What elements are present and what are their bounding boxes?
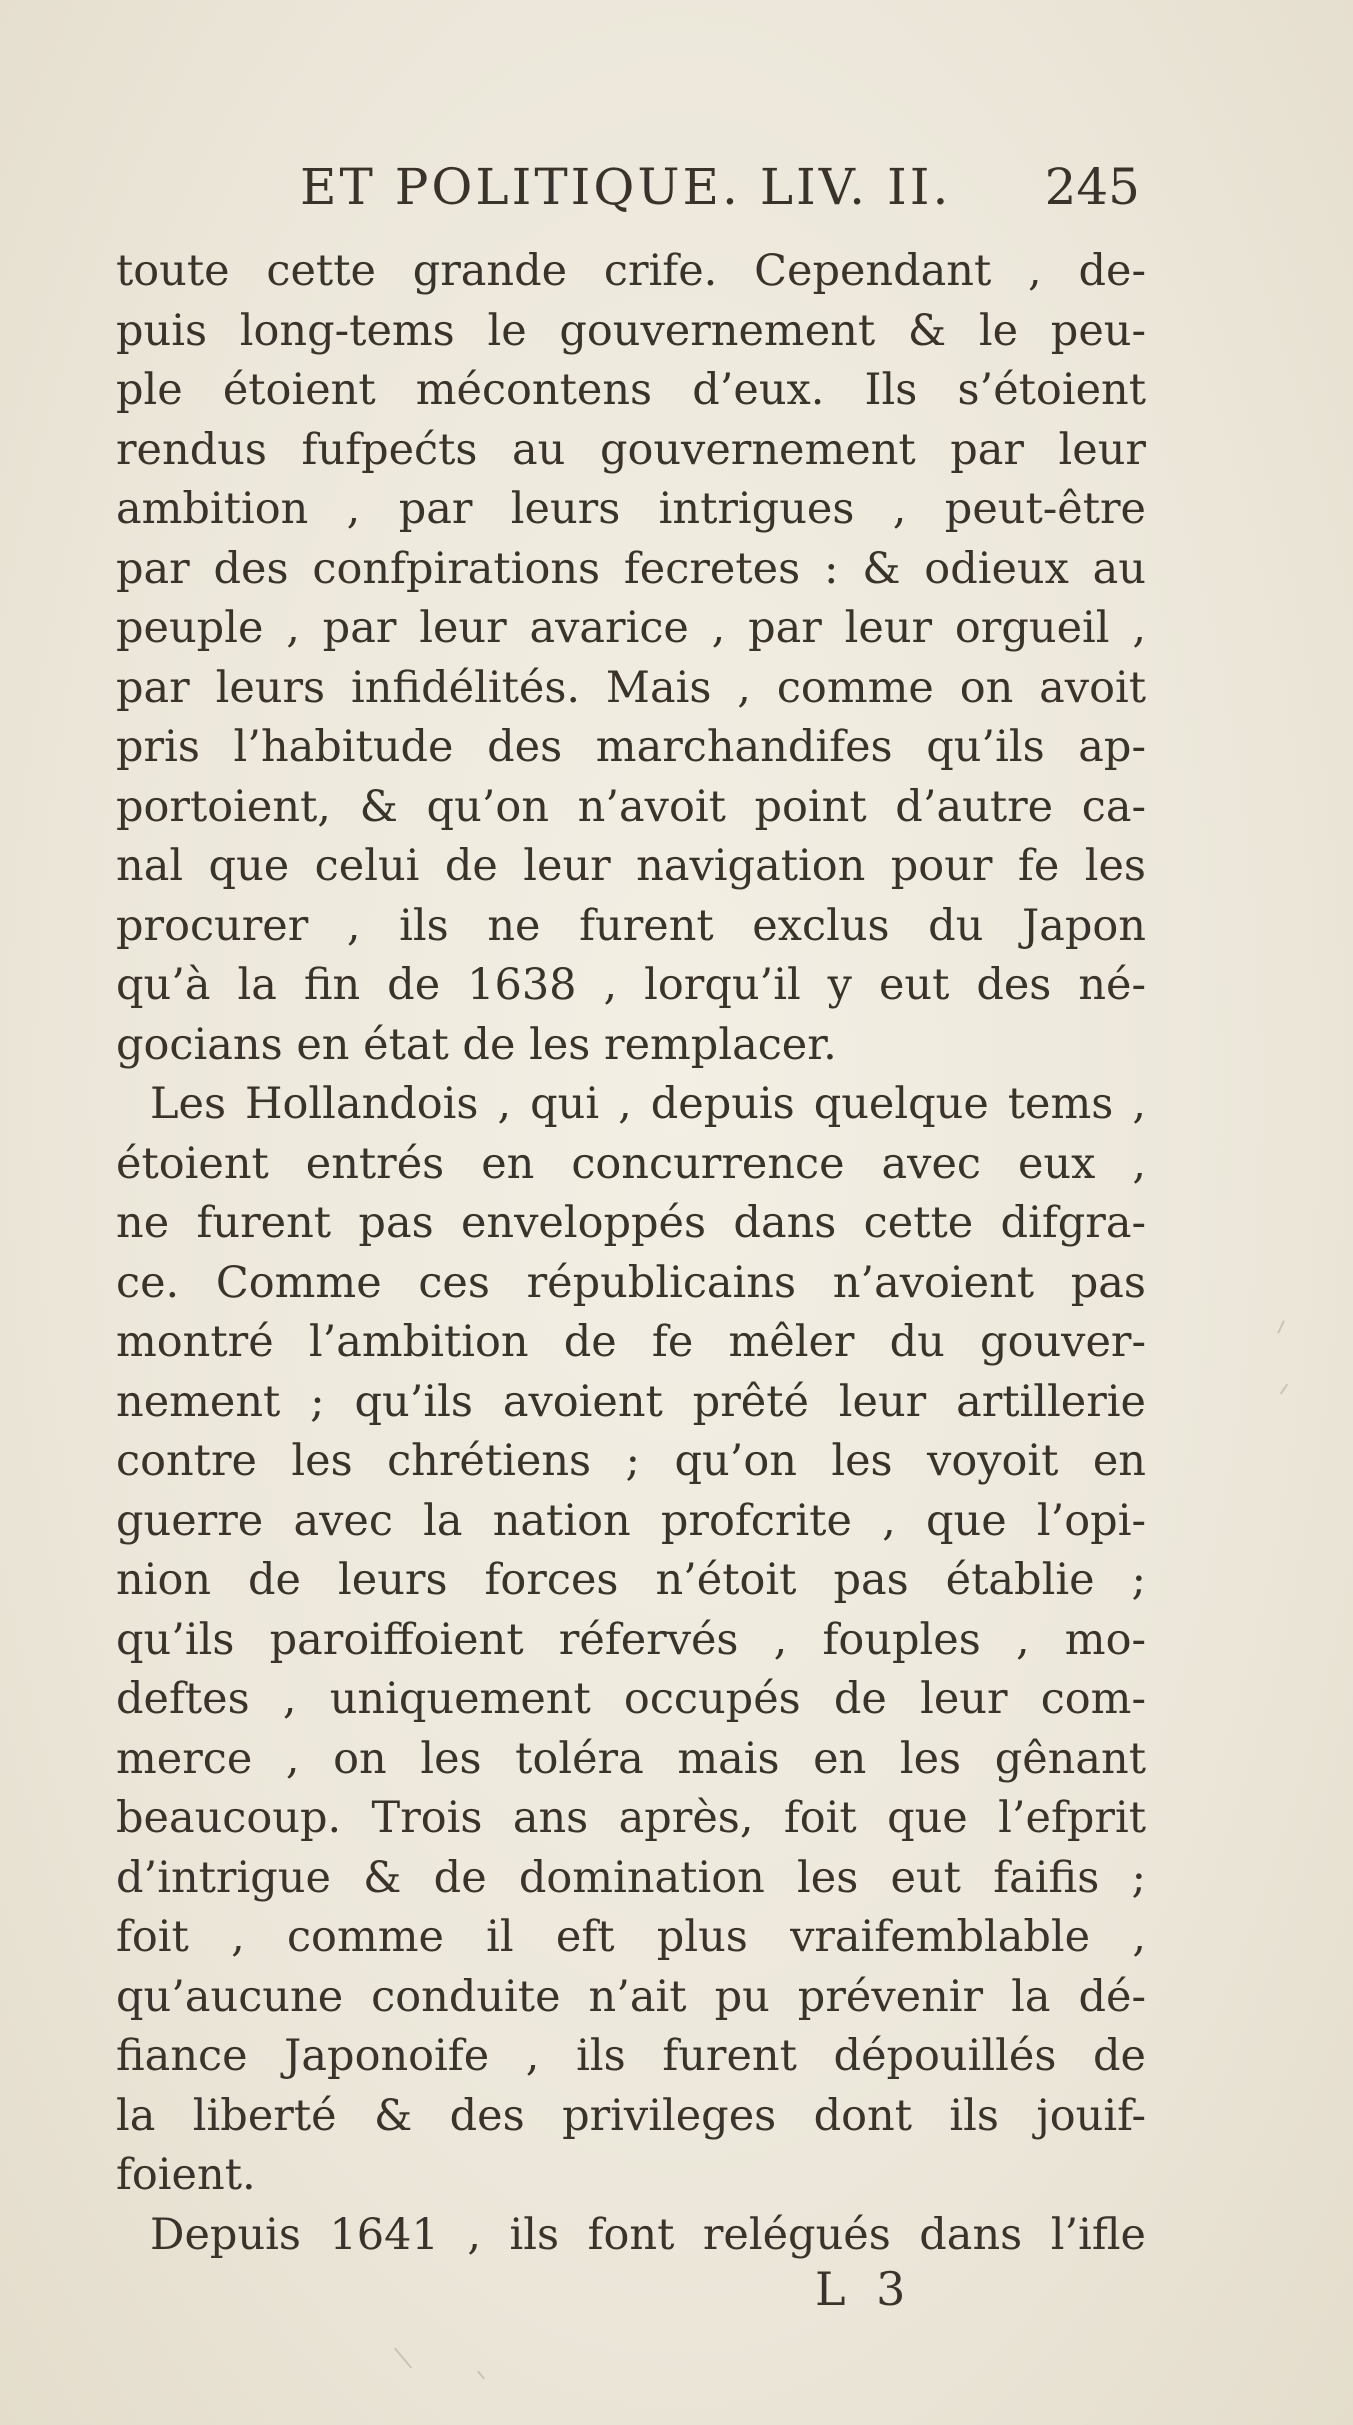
text-line: d’intrigue & de domination les eut faifis ; — [116, 1852, 1146, 1903]
text-line: la liberté & des privileges dont ils jouif- — [116, 2090, 1146, 2141]
text-line: fiance Japonoife , ils furent dépouillés de — [116, 2031, 1146, 2081]
text-line: étoient entrés en concurrence avec eux , — [116, 1138, 1146, 1189]
text-line: procurer , ils ne furent exclus du Japon — [116, 900, 1146, 951]
text-line: toute cette grande crife. Cependant , de- — [116, 246, 1146, 296]
paper-speck — [1277, 1320, 1285, 1334]
page-number: 245 — [1044, 158, 1140, 216]
text-line: portoient, & qu’on n’avoit point d’autre ca- — [116, 781, 1146, 832]
text-line: foit , comme il eft plus vraifemblable , — [116, 1912, 1146, 1962]
paragraph-start-line: Depuis 1641 , ils font relégués dans l’ifle — [150, 2209, 1146, 2260]
text-line: guerre avec la nation profcrite , que l’opi- — [116, 1495, 1146, 1546]
text-line: par des confpirations fecretes : & odieux au — [116, 543, 1146, 594]
text-line: beaucoup. Trois ans après, foit que l’efprit — [116, 1793, 1146, 1843]
running-head: ET POLITIQUE. LIV. II. — [300, 158, 952, 216]
body-text — [116, 242, 1146, 2265]
text-line: pris l’habitude des marchandifes qu’ils ap- — [116, 722, 1146, 772]
paper-speck — [477, 2371, 485, 2380]
text-line: merce , on les toléra mais en les gênant — [116, 1733, 1146, 1784]
text-line: deftes , uniquement occupés de leur com- — [116, 1674, 1146, 1724]
text-line: nal que celui de leur navigation pour fe les — [116, 841, 1146, 891]
paragraph-end-line: foient. — [116, 2150, 256, 2200]
text-line: rendus fufpećts au gouvernement par leur — [116, 424, 1146, 475]
paper-speck — [394, 2347, 412, 2368]
text-line: montré l’ambition de fe mêler du gouver- — [116, 1317, 1146, 1367]
text-line: puis long-tems le gouvernement & le peu- — [116, 305, 1146, 356]
text-line: ple étoient mécontens d’eux. Ils s’étoient — [116, 365, 1146, 415]
text-line: ce. Comme ces républicains n’avoient pas — [116, 1257, 1146, 1308]
page-header — [120, 158, 1140, 218]
signature-mark: L 3 — [815, 2262, 914, 2316]
text-line: qu’ils paroiffoient réfervés , fouples , mo- — [116, 1614, 1146, 1665]
text-line: qu’aucune conduite n’ait pu prévenir la dé- — [116, 1971, 1146, 2022]
text-line: contre les chrétiens ; qu’on les voyoit en — [116, 1436, 1146, 1486]
text-line: ne furent pas enveloppés dans cette difgra- — [116, 1198, 1146, 1248]
paragraph-end-line: gocians en état de les remplacer. — [116, 1019, 837, 1070]
text-line: peuple , par leur avarice , par leur orgueil , — [116, 603, 1146, 653]
text-line: qu’à la fin de 1638 , lorqu’il y eut des né- — [116, 960, 1146, 1010]
text-line: nement ; qu’ils avoient prêté leur artillerie — [116, 1376, 1146, 1427]
paper-speck — [1280, 1384, 1289, 1395]
paragraph-start-line: Les Hollandois , qui , depuis quelque tems , — [150, 1079, 1146, 1129]
text-line: nion de leurs forces n’étoit pas établie ; — [116, 1555, 1146, 1605]
text-line: ambition , par leurs intrigues , peut-être — [116, 484, 1146, 534]
text-line: par leurs infidélités. Mais , comme on avoit — [116, 662, 1146, 713]
